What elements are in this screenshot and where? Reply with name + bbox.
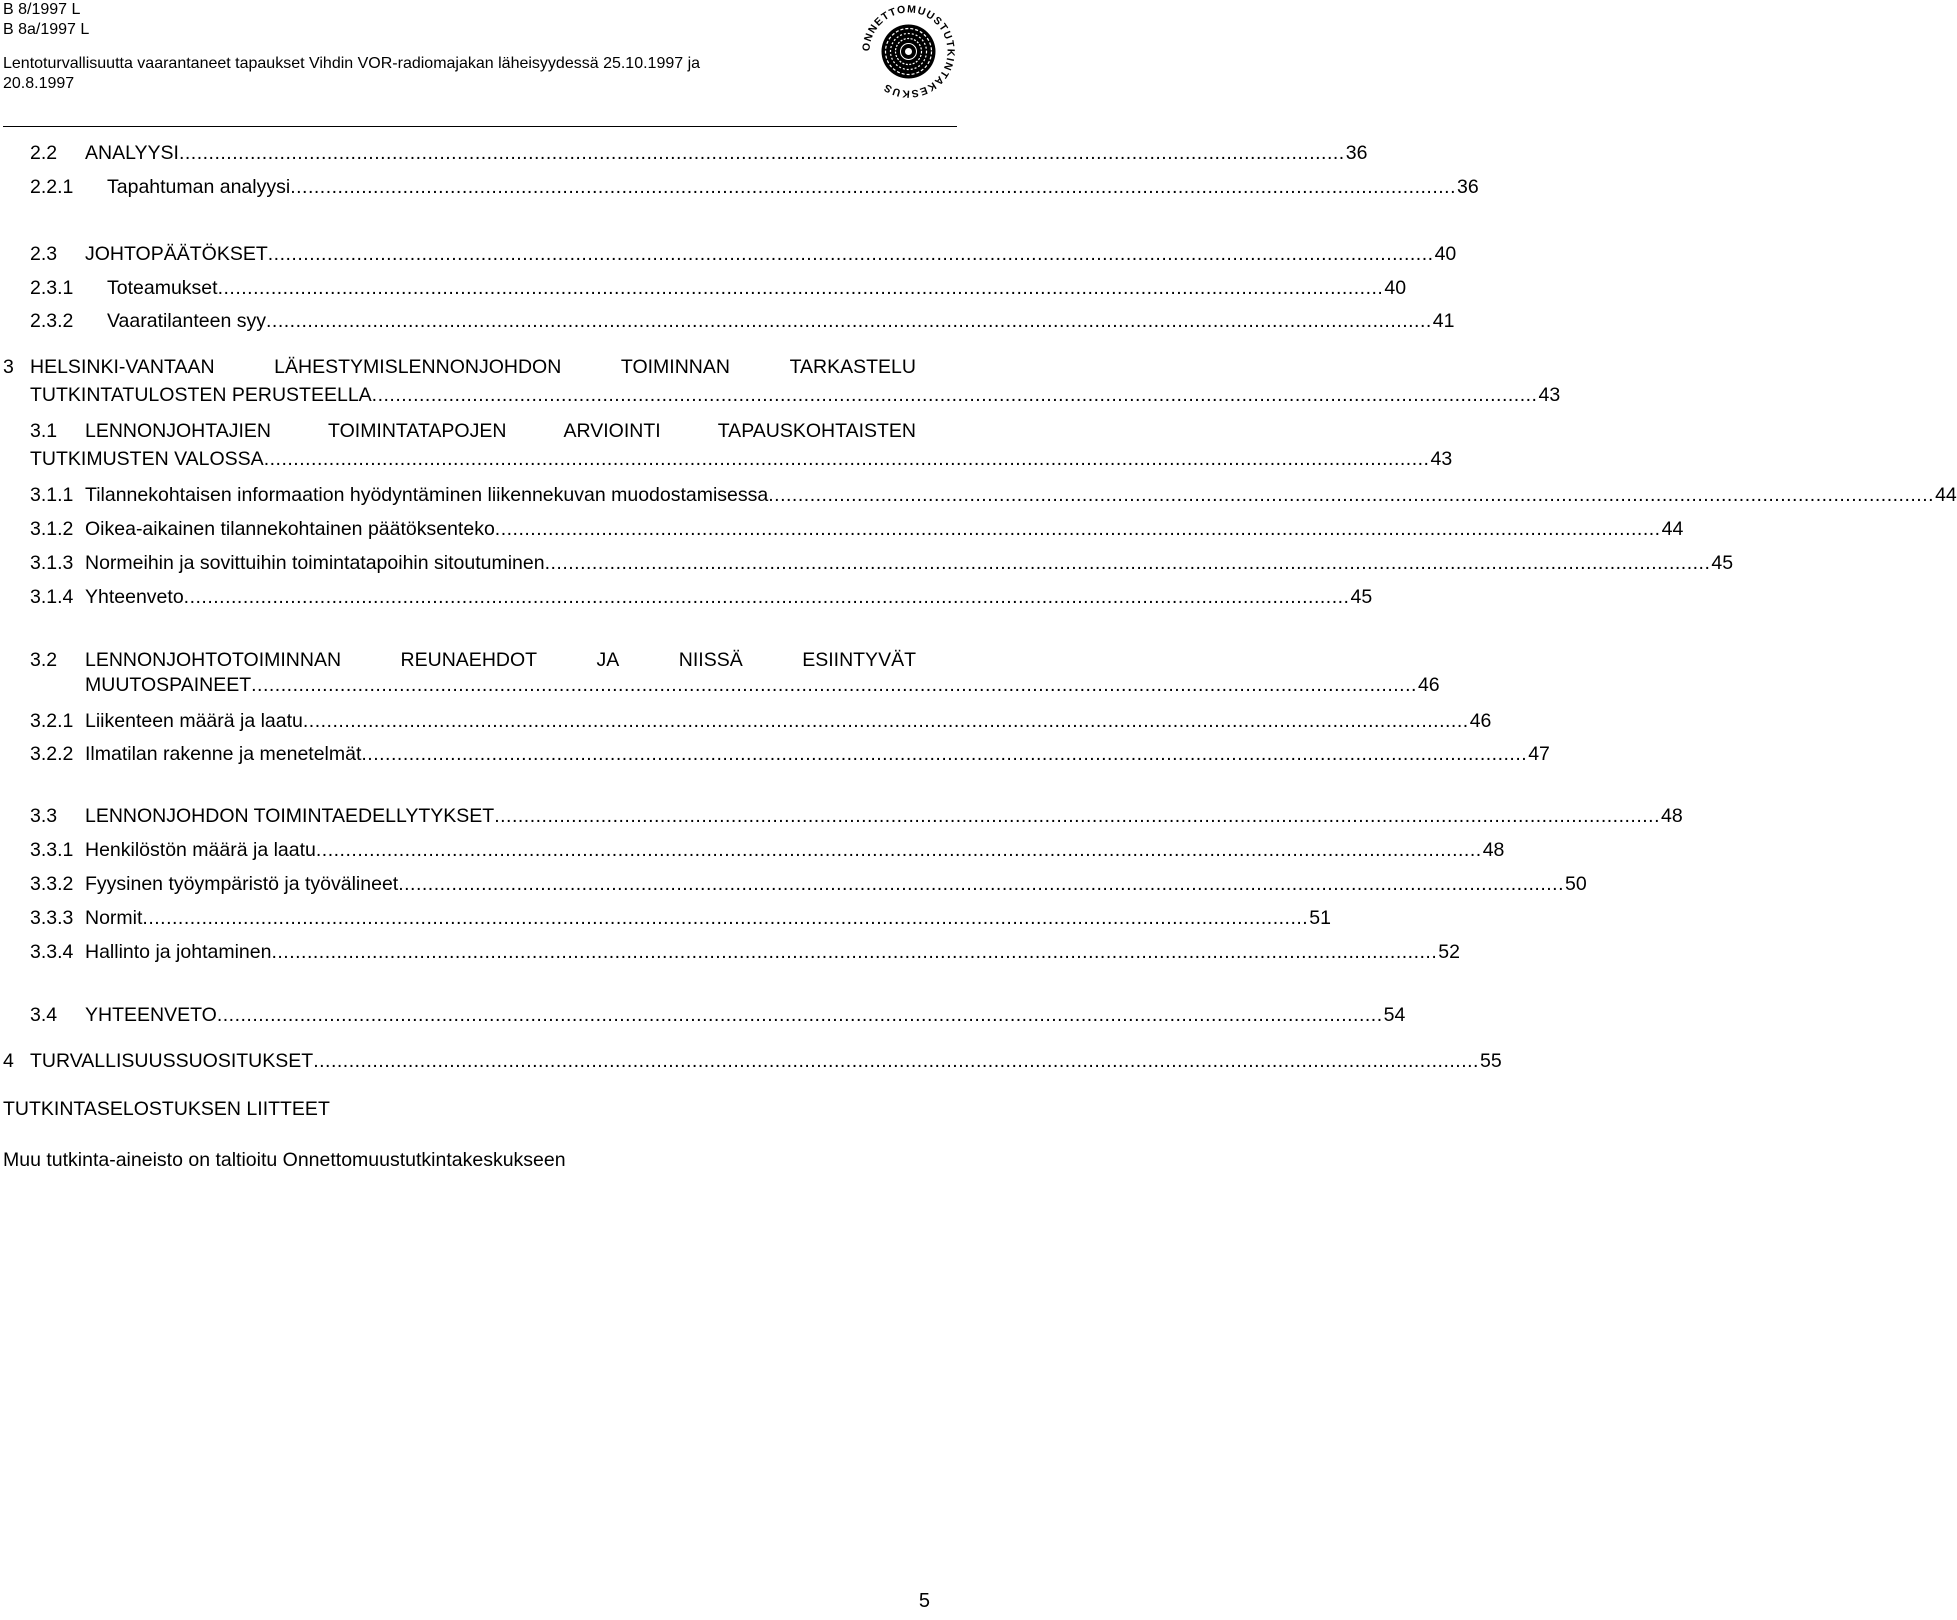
toc-number: 3.2.2 — [30, 743, 74, 765]
toc-number: 2.3.2 — [30, 310, 74, 332]
toc-page: 41 — [1432, 310, 1455, 332]
toc-entry[interactable] — [0, 582, 1373, 612]
toc-title: Oikea-aikainen tilannekohtainen päätöksenteko — [85, 518, 495, 540]
toc-line — [85, 706, 1492, 736]
toc-number: 3.1.4 — [30, 586, 74, 608]
toc-title: LENNONJOHDON TOIMINTAEDELLYTYKSET — [85, 805, 495, 827]
leader-dots: ..................................................................................................................................................................................................... — [216, 1004, 1383, 1026]
toc-entry[interactable] — [0, 352, 960, 382]
toc-title: TUTKINTATULOSTEN PERUSTEELLA — [30, 384, 372, 406]
toc-title-word: TARKASTELU — [789, 356, 916, 378]
toc-title: Tapahtuman analyysi — [107, 176, 291, 198]
toc-entry[interactable] — [0, 937, 1460, 967]
toc-entry[interactable] — [0, 739, 1550, 769]
toc-number: 3.4 — [30, 1004, 58, 1026]
toc-page: 43 — [1538, 384, 1561, 406]
toc-page: 46 — [1469, 710, 1492, 732]
toc-line — [85, 582, 1373, 612]
toc-title: Toteamukset — [107, 277, 218, 299]
toc-entry[interactable] — [0, 306, 1455, 336]
toc-line — [107, 273, 1407, 303]
toc-title-word: ARVIOINTI — [563, 420, 661, 442]
leader-dots: ..................................................................................................................................................................................................... — [183, 586, 1350, 608]
toc-page: 52 — [1438, 941, 1460, 963]
toc-page: 36 — [1457, 176, 1479, 198]
toc-line — [85, 670, 1440, 700]
toc-title: Normeihin ja sovittuihin toimintatapoihin sitoutuminen — [85, 552, 545, 574]
toc-title: Fyysinen työympäristö ja työvälineet — [85, 873, 399, 895]
toc-title: ANALYYSI — [85, 142, 179, 164]
toc-entry[interactable] — [0, 480, 1957, 510]
toc-line — [85, 937, 1460, 967]
archive-note: Muu tutkinta-aineisto on taltioitu Onnettomuustutkintakeskukseen — [3, 1149, 566, 1171]
toc-title: Ilmatilan rakenne ja menetelmät — [85, 743, 362, 765]
leader-dots: ..................................................................................................................................................................................................... — [251, 674, 1417, 696]
toc-entry[interactable] — [0, 903, 1331, 933]
toc-title-word: LÄHESTYMISLENNONJOHDON — [274, 356, 562, 378]
leader-dots: ..................................................................................................................................................................................................... — [494, 805, 1661, 827]
toc-title-word: TAPAUSKOHTAISTEN — [717, 420, 916, 442]
toc-title-word: TOIMINNAN — [620, 356, 730, 378]
toc-title: Liikenteen määrä ja laatu — [85, 710, 303, 732]
toc-number: 2.2 — [30, 142, 58, 164]
toc-entry[interactable] — [0, 835, 1505, 865]
toc-entry-continuation[interactable] — [0, 380, 1561, 410]
toc-entry[interactable] — [0, 138, 1368, 168]
toc-title: TUTKIMUSTEN VALOSSA — [30, 448, 264, 470]
leader-dots: ..................................................................................................................................................................................................... — [361, 743, 1528, 765]
toc-page: 44 — [1661, 518, 1684, 540]
toc-number: 3.2.1 — [30, 710, 74, 732]
toc-number: 3.1.1 — [30, 484, 74, 506]
toc-entry[interactable] — [0, 801, 1683, 831]
toc-line — [85, 835, 1505, 865]
toc-number: 3.3.3 — [30, 907, 74, 929]
toc-page: 45 — [1711, 552, 1734, 574]
leader-dots: ..................................................................................................................................................................................................... — [315, 839, 1482, 861]
leader-dots: ..................................................................................................................................................................................................... — [290, 176, 1456, 198]
toc-page: 50 — [1565, 873, 1587, 895]
toc-title: Normit — [85, 907, 143, 929]
toc-line — [107, 306, 1455, 336]
toc-entry[interactable] — [0, 514, 1684, 544]
leader-dots: ..................................................................................................................................................................................................... — [263, 448, 1430, 470]
leader-dots: ..................................................................................................................................................................................................... — [178, 142, 1345, 164]
toc-entry-continuation[interactable] — [0, 444, 1453, 474]
toc-line — [30, 380, 1561, 410]
toc-number: 2.2.1 — [30, 176, 74, 198]
report-title-line1: Lentoturvallisuutta vaarantaneet tapaukset Vihdin VOR-radiomajakan läheisyydessä 25.10.1997 ja — [3, 55, 701, 72]
toc-page: 40 — [1434, 243, 1457, 265]
toc-number: 3.1.3 — [30, 552, 74, 574]
report-code-1: B 8/1997 L — [3, 1, 81, 18]
toc-line — [30, 444, 1453, 474]
toc-title: Tilannekohtaisen informaation hyödyntäminen liikennekuvan muodostamisessa — [85, 484, 769, 506]
toc-title-word: REUNAEHDOT — [400, 649, 538, 671]
toc-number: 3.2 — [30, 649, 58, 671]
toc-line — [85, 514, 1684, 544]
toc-entry[interactable] — [0, 416, 960, 446]
toc-title-word: ESIINTYVÄT — [802, 649, 916, 671]
toc-entry[interactable] — [0, 869, 1587, 899]
leader-dots: ..................................................................................................................................................................................................... — [494, 518, 1661, 540]
toc-entry[interactable] — [0, 1046, 1502, 1076]
toc-page: 43 — [1430, 448, 1453, 470]
leader-dots: ..................................................................................................................................................................................................... — [302, 710, 1469, 732]
toc-number: 3.3 — [30, 805, 58, 827]
onnettomuustutkintakeskus-logo — [857, 0, 960, 103]
leader-dots: ..................................................................................................................................................................................................... — [398, 873, 1565, 895]
toc-entry[interactable] — [0, 706, 1492, 736]
leader-dots: ..................................................................................................................................................................................................... — [371, 384, 1538, 406]
toc-line — [85, 480, 1957, 510]
toc-entry[interactable] — [0, 1000, 1406, 1030]
toc-title: TURVALLISUUSSUOSITUKSET — [30, 1050, 314, 1072]
toc-page: 40 — [1384, 277, 1407, 299]
leader-dots: ..................................................................................................................................................................................................... — [768, 484, 1935, 506]
toc-number: 2.3.1 — [30, 277, 74, 299]
toc-title — [30, 352, 916, 382]
toc-entry[interactable] — [0, 548, 1734, 578]
toc-entry[interactable] — [0, 172, 1479, 202]
toc-line — [107, 172, 1479, 202]
toc-line — [85, 138, 1368, 168]
toc-page: 55 — [1479, 1050, 1502, 1072]
toc-line — [85, 869, 1587, 899]
toc-title: Hallinto ja johtaminen — [85, 941, 272, 963]
toc-page: 48 — [1482, 839, 1505, 861]
toc-entry[interactable] — [0, 239, 1457, 269]
logo-ring-text: ONNETTOMUUSTUTKINTAKESKUS — [860, 3, 957, 100]
report-title-line2: 20.8.1997 — [3, 75, 75, 92]
toc-number: 2.3 — [30, 243, 58, 265]
report-code-2: B 8a/1997 L — [3, 21, 90, 38]
toc-entry-continuation[interactable] — [0, 670, 1440, 700]
leader-dots: ..................................................................................................................................................................................................... — [217, 277, 1384, 299]
toc-number: 3.3.4 — [30, 941, 74, 963]
toc-number: 3.1 — [30, 420, 58, 442]
toc-title: Henkilöstön määrä ja laatu — [85, 839, 316, 861]
toc-page: 44 — [1935, 484, 1957, 506]
header-rule — [3, 126, 957, 127]
toc-title-word: HELSINKI-VANTAAN — [30, 356, 215, 378]
toc-number: 4 — [3, 1050, 14, 1072]
toc-line — [85, 239, 1457, 269]
toc-line — [85, 1000, 1406, 1030]
toc-page: 36 — [1345, 142, 1368, 164]
toc-title: Yhteenveto — [85, 586, 184, 608]
toc-line — [30, 1046, 1502, 1076]
leader-dots: ..................................................................................................................................................................................................... — [267, 243, 1434, 265]
toc-page: 48 — [1661, 805, 1683, 827]
toc-number: 3.1.2 — [30, 518, 74, 540]
toc-title-word: TOIMINTATAPOJEN — [328, 420, 507, 442]
toc-page: 45 — [1350, 586, 1373, 608]
toc-number: 3.3.1 — [30, 839, 74, 861]
leader-dots: ..................................................................................................................................................................................................... — [313, 1050, 1479, 1072]
page-number: 5 — [918, 1590, 930, 1612]
page-header — [3, 0, 700, 94]
toc-page: 51 — [1309, 907, 1331, 929]
toc-line — [85, 548, 1734, 578]
toc-entry[interactable] — [0, 273, 1407, 303]
toc-line — [85, 739, 1550, 769]
leader-dots: ..................................................................................................................................................................................................... — [142, 907, 1309, 929]
toc-number: 3.3.2 — [30, 873, 74, 895]
appendix-heading: TUTKINTASELOSTUKSEN LIITTEET — [3, 1098, 330, 1120]
toc-number: 3 — [3, 356, 14, 378]
toc-title-word: LENNONJOHTAJIEN — [85, 420, 271, 442]
toc-title — [85, 416, 916, 446]
toc-page: 47 — [1528, 743, 1550, 765]
toc-page: 46 — [1417, 674, 1440, 696]
toc-line — [85, 903, 1331, 933]
toc-title-word: LENNONJOHTOTOIMINNAN — [85, 649, 342, 671]
toc-title: YHTEENVETO — [85, 1004, 217, 1026]
toc-title: JOHTOPÄÄTÖKSET — [85, 243, 268, 265]
toc-title-word: NIISSÄ — [678, 649, 743, 671]
leader-dots: ..................................................................................................................................................................................................... — [544, 552, 1711, 574]
leader-dots: ..................................................................................................................................................................................................... — [271, 941, 1438, 963]
toc-title-word: JA — [596, 649, 620, 671]
toc-title: Vaaratilanteen syy — [107, 310, 266, 332]
toc-title: MUUTOSPAINEET — [85, 674, 252, 696]
leader-dots: ..................................................................................................................................................................................................... — [265, 310, 1432, 332]
toc-line — [85, 801, 1683, 831]
toc-page: 54 — [1383, 1004, 1406, 1026]
